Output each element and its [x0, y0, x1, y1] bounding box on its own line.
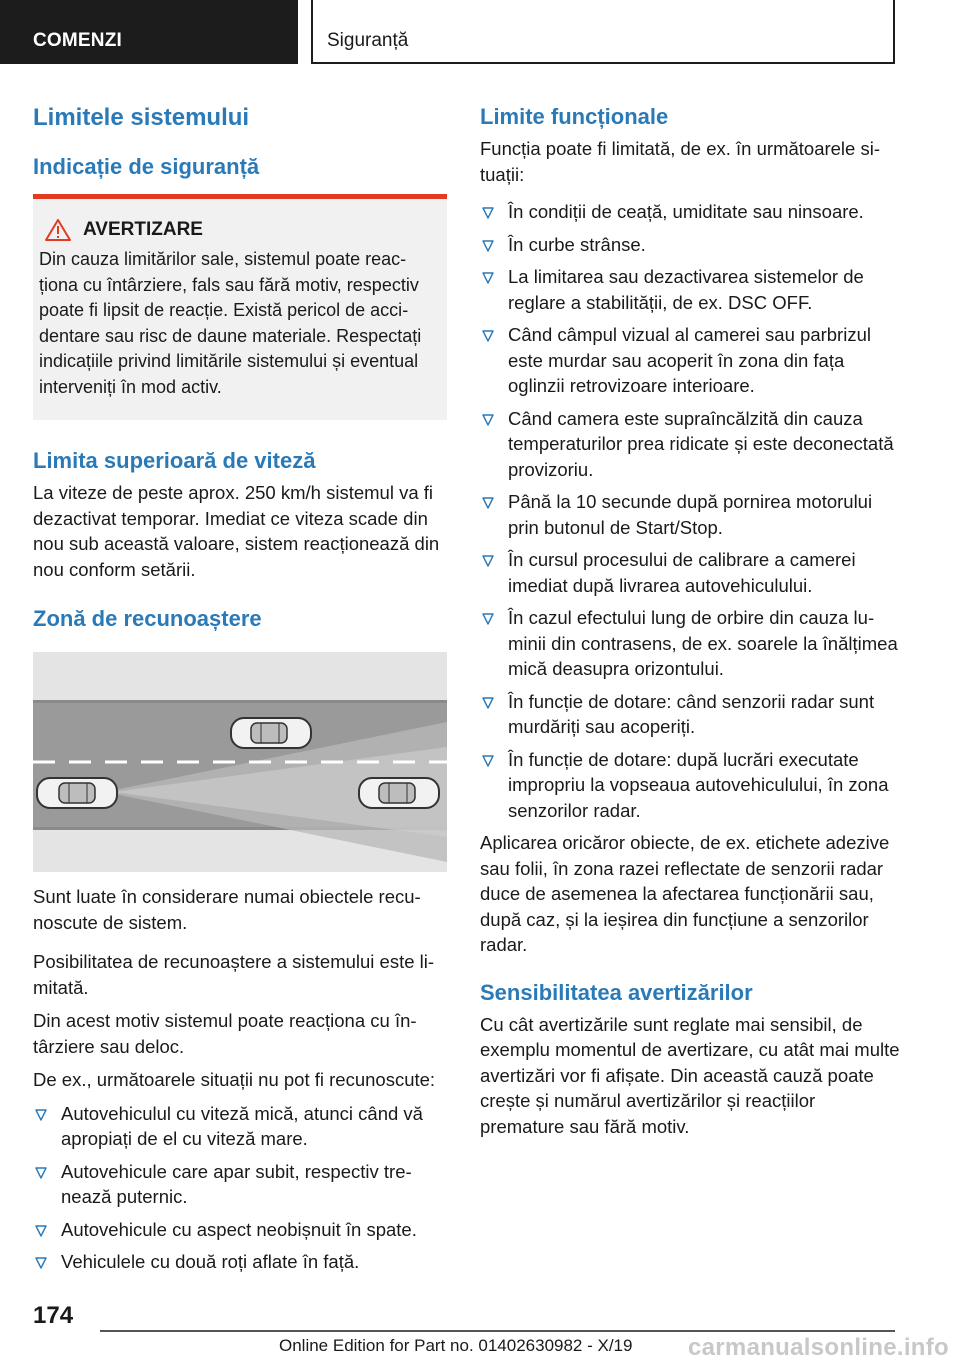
- triangle-bullet-icon: [482, 322, 496, 342]
- edition-text: Online Edition for Part no. 01402630982 - X/19: [279, 1336, 633, 1355]
- list-item-text: Autovehicule care apar subit, respectiv trenează puternic.: [61, 1160, 412, 1207]
- car-top: [231, 718, 311, 748]
- right-column: [480, 100, 900, 1149]
- left-bullet-list: [33, 1101, 447, 1275]
- warning-box: [33, 194, 447, 420]
- zone-heading: Zonă de recunoaștere: [33, 606, 262, 631]
- warning-triangle-icon: [45, 219, 71, 241]
- list-item: [480, 199, 900, 225]
- triangle-bullet-icon: [35, 1217, 49, 1237]
- list-item: [480, 747, 900, 824]
- list-item-text: În funcție de dotare: când senzorii radar sunt murdăriți sau acoperiți.: [508, 690, 875, 737]
- left-column: [33, 100, 447, 1282]
- warning-header: [39, 219, 439, 241]
- page-title: Limitele sistemului: [33, 104, 250, 131]
- car-ego: [37, 778, 117, 808]
- page-number: 174: [33, 1302, 74, 1329]
- zone-text-2: Posibilitatea de recunoaștere a sistemului este limitată.: [33, 951, 435, 998]
- safety-heading: Indicație de siguranță: [33, 154, 260, 179]
- section-tab[interactable]: [311, 0, 895, 64]
- right-bullet-list: [480, 199, 900, 823]
- list-item: [480, 322, 900, 399]
- triangle-bullet-icon: [482, 747, 496, 767]
- detection-zone-illustration: [33, 652, 447, 872]
- speed-heading: Limita superioară de viteză: [33, 448, 316, 473]
- list-item: [480, 489, 900, 540]
- func-intro: Funcția poate fi limitată, de ex. în următoarele situații:: [480, 138, 881, 185]
- list-item: [480, 605, 900, 682]
- list-item-text: În curbe strânse.: [508, 233, 646, 255]
- chapter-tab[interactable]: [0, 0, 298, 64]
- triangle-bullet-icon: [482, 406, 496, 426]
- speed-text: La viteze de peste aprox. 250 km/h sistemul va fi dezactivat temporar. Imediat ce viteza scade din nou sub această valoare, sistem reacționează din nou conform setării.: [33, 482, 440, 580]
- func-heading: Limite funcționale: [480, 104, 669, 129]
- chapter-tab-label: COMENZI: [33, 30, 123, 51]
- triangle-bullet-icon: [482, 199, 496, 219]
- list-item-text: Când câmpul vizual al camerei sau parbrizul este murdar sau acoperit în zona din fața oglinzii retrovizoare interioare.: [508, 324, 871, 396]
- list-item-text: Vehiculele cu două roți aflate în față.: [61, 1251, 360, 1272]
- list-item-text: La limitarea sau dezactivarea sistemelor de reglare a stabilității, de ex. DSC OFF.: [508, 266, 864, 313]
- list-item: [480, 264, 900, 315]
- list-item-text: În condiții de ceață, umiditate sau ninsoare.: [508, 201, 864, 222]
- list-item: [33, 1159, 447, 1210]
- car-ahead: [359, 778, 439, 808]
- zone-text-4: De ex., următoarele situații nu pot fi recunoscute:: [33, 1069, 436, 1090]
- list-item-text: În cursul procesului de calibrare a camerei imediat după livrarea autovehiculului.: [508, 549, 856, 596]
- list-item-text: În funcție de dotare: după lucrări executate impropriu la vopseaua autovehiculului, în zona senzorilor radar.: [508, 748, 889, 821]
- list-item-text: Până la 10 secunde după pornirea motorului prin butonul de Start/Stop.: [508, 491, 873, 538]
- zone-text-3: Din acest motiv sistemul poate reacționa cu întârziere sau deloc.: [33, 1010, 417, 1057]
- footer-divider: [100, 1330, 895, 1332]
- list-item-text: Autovehicule cu aspect neobișnuit în spate.: [61, 1218, 417, 1240]
- triangle-bullet-icon: [482, 232, 496, 252]
- list-item-text: Autovehiculul cu viteză mică, atunci când vă apropiați de el cu viteză mare.: [61, 1102, 423, 1149]
- list-item: [480, 232, 900, 258]
- list-item-text: Când camera este supraîncălzită din cauza temperaturilor prea ridicate și este deconectată provizoriu.: [508, 407, 894, 480]
- triangle-bullet-icon: [35, 1249, 49, 1269]
- zone-text-1: Sunt luate în considerare numai obiectele recunoscute de sistem.: [33, 886, 421, 933]
- list-item: [33, 1101, 447, 1152]
- warning-text: Din cauza limitărilor sale, sistemul poate reacționa cu întârziere, fals sau fără motiv, respectiv poate fi lipsit de reacție. Există pericol de accidentare sau risc de daune materiale. Respectați indicațiile privind limitările sistemului și eventual interveniți în mod activ.: [39, 249, 422, 397]
- list-item-text: În cazul efectului lung de orbire din cauza luminii din contrasens, de ex. soarele la înălțimea mică deasupra orizontului.: [508, 607, 898, 679]
- warning-label: AVERTIZARE: [83, 219, 203, 240]
- watermark: carmanualsonline.info: [688, 1334, 950, 1361]
- sens-text: Cu cât avertizările sunt reglate mai sensibil, de exemplu momentul de avertizare, cu atât mai multe avertizări vor fi afișate. Din această cauză poate crește și numărul avertizărilor și reacțiilor premature sau fără motiv.: [480, 1013, 900, 1137]
- list-item: [480, 406, 900, 483]
- triangle-bullet-icon: [482, 264, 496, 284]
- list-item: [33, 1249, 447, 1275]
- triangle-bullet-icon: [482, 547, 496, 567]
- triangle-bullet-icon: [482, 689, 496, 709]
- triangle-bullet-icon: [35, 1159, 49, 1179]
- triangle-bullet-icon: [482, 605, 496, 625]
- triangle-bullet-icon: [482, 489, 496, 509]
- list-item: [480, 689, 900, 740]
- triangle-bullet-icon: [35, 1101, 49, 1121]
- list-item: [480, 547, 900, 598]
- list-item: [33, 1217, 447, 1243]
- sens-heading: Sensibilitatea avertizărilor: [480, 979, 753, 1005]
- section-tab-label: Siguranță: [327, 30, 409, 51]
- func-outro: Aplicarea oricăror obiecte, de ex. etichete adezive sau folii, în zona razei reflectate de senzorii radar duce de asemenea la afectarea funcționării sau, după caz, și la ieșirea din funcțiune a senzorilor radar.: [480, 832, 890, 955]
